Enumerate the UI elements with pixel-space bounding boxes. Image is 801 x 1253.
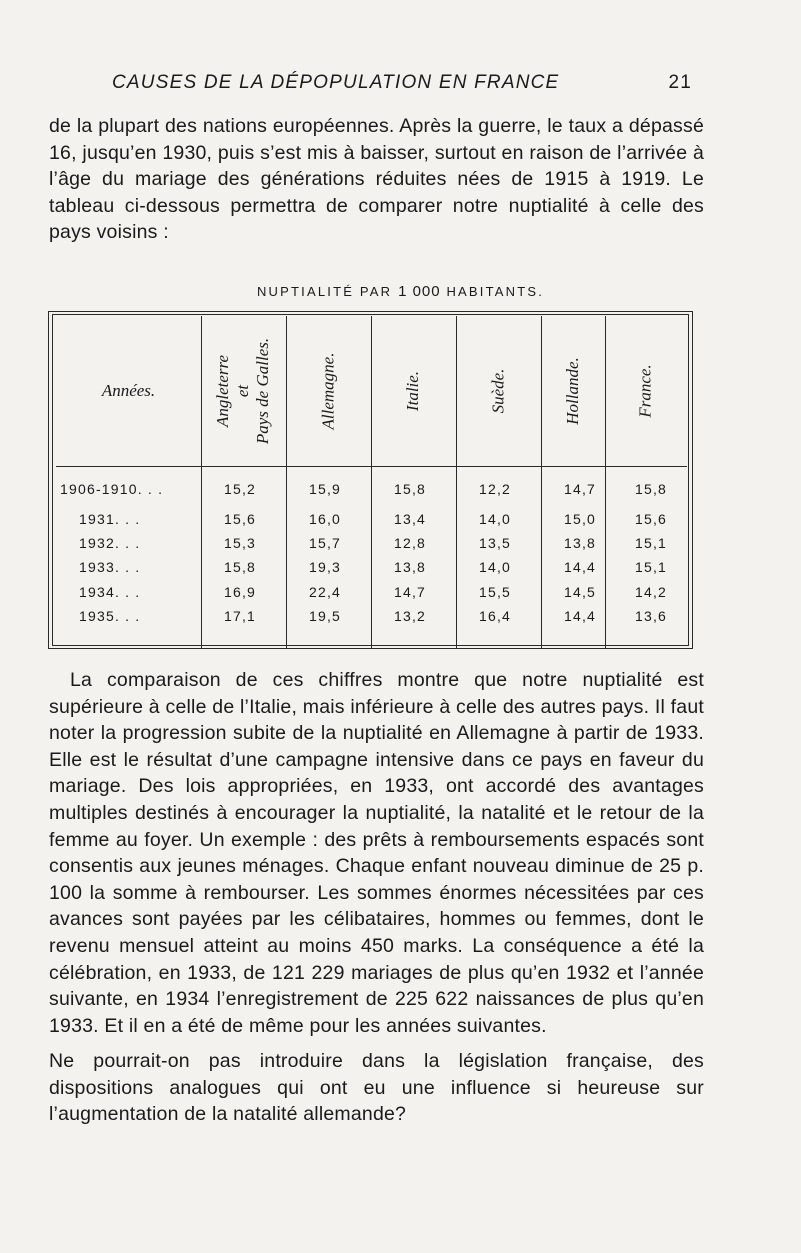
header-annees: Années. <box>101 381 156 400</box>
paragraph-intro: de la plupart des nations européennes. Après la guerre, le taux a dépassé 16, jusqu’en 1930, puis s’est mis à baisser, surtout en raison de l’arrivée à l’âge du mariage des générations réduites nées de 1915 à 1919. Le tableau ci-dessous permettra de comparer notre nuptialité à celle des pays voisins : <box>49 115 704 244</box>
header-france: France. <box>636 364 655 418</box>
header-rule <box>56 466 687 467</box>
running-title: CAUSES DE LA DÉPOPULATION EN FRANCE <box>112 72 560 93</box>
table-row: 1932. . . 15,3 15,7 12,8 13,5 13,8 15,1 <box>79 535 668 551</box>
paragraph-comparison: La comparaison de ces chiffres montre que notre nuptialité est supérieure à celle de l’Italie, mais inférieure à celle des autres pays. Il faut noter la progression subite de la nuptialité en Allemagne à partir de 1933. Elle est le résultat d’une campagne intensive dans ce pays en faveur du mariage. Des lois appropriées, en 1933, ont accordé des avantages multiples destinés à encourager la nuptialité, la natalité et le retour de la femme au foyer. Un exemple : des prêts à remboursements espacés sont consentis aux jeunes ménages. Chaque enfant nouveau diminue de 25 p. 100 la somme à rembourser. Les sommes énormes nécessitées par ces avances sont payées par les célibataires, hommes ou femmes, dont le revenu mensuel atteint au moins 450 marks. La conséquence a été la célébration, en 1933, de 121 229 mariages de plus qu’en 1932 et l’année suivante, en 1934 l’enregistrement de 225 622 naissances de plus qu’en 1933. Et il en a été de même pour les années suivantes. <box>49 669 704 1037</box>
table-title-prefix: NUPTIALITÉ PAR <box>256 284 393 299</box>
table-row: 1933. . . 15,8 19,3 13,8 14,0 14,4 15,1 <box>79 559 668 575</box>
paragraph-conclusion: Ne pourrait-on pas introduire dans la législation française, des dispositions analogues qui ont eu une influence si heureuse sur l’augmentation de la natalité allemande? <box>49 1050 704 1126</box>
header-hollande: Hollande. <box>563 357 582 425</box>
table-row: 1934. . . 16,9 22,4 14,7 15,5 14,5 14,2 <box>79 584 668 600</box>
header-allemagne: Allemagne. <box>318 352 338 430</box>
header-angleterre: Angleterre et Pays de Galles. <box>213 337 273 445</box>
table-title <box>0 283 801 300</box>
table-row: 1931. . . 15,6 16,0 13,4 14,0 15,0 15,6 <box>79 511 668 527</box>
table-row: 1935. . . 17,1 19,5 13,2 16,4 14,4 13,6 <box>79 608 668 624</box>
table-title-suffix: HABITANTS. <box>446 284 545 299</box>
header-italie: Italie. <box>403 370 423 412</box>
page-number: 21 <box>668 72 692 93</box>
running-header <box>112 72 692 94</box>
table-row: 1906-1910. . . 15,2 15,9 15,8 12,2 14,7 15,8 <box>60 481 668 497</box>
table-title-number: 1 000 <box>398 283 441 300</box>
header-suede: Suède. <box>488 368 508 414</box>
